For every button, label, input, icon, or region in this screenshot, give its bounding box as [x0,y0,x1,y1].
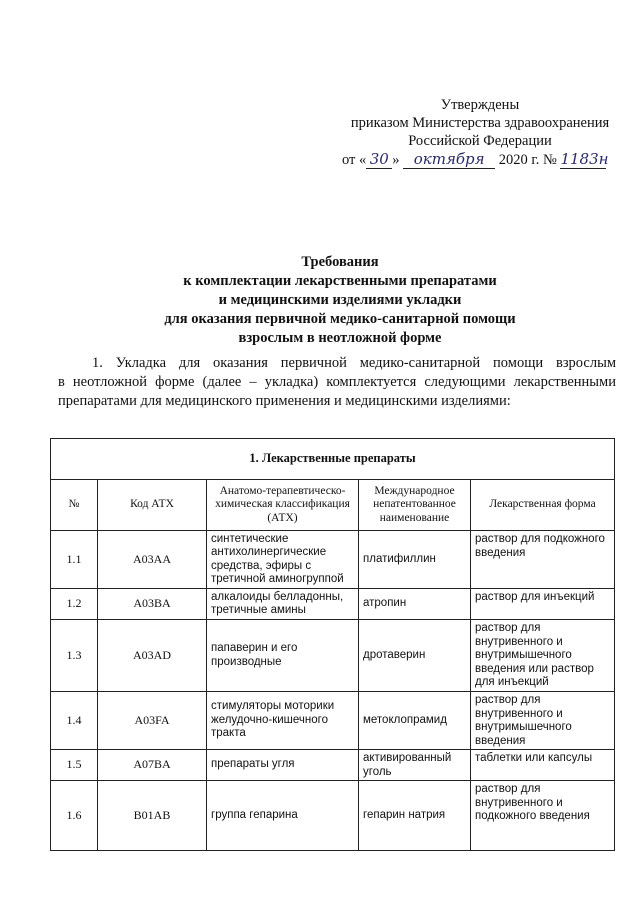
cell-inn: гепарин натрия [359,781,471,851]
cell-form: раствор для внутривенного и внутримышечного введения [471,692,615,750]
header-class: Анатомо-терапевтическо-химическая классификация (АТХ) [207,480,359,531]
approval-line-1: Утверждены [440,97,520,113]
cell-class: папаверин и его производные [207,620,359,692]
cell-inn: метоклопрамид [359,692,471,750]
title-line-1: Требования [301,254,379,270]
title-line-5: взрослым в неотложной форме [238,330,442,346]
cell-form: раствор для внутривенного и внутримышечного введения или раствор для инъекций [471,620,615,692]
cell-inn: атропин [359,589,471,620]
cell-code: B01AB [98,781,207,851]
cell-num: 1.5 [51,750,98,781]
cell-num: 1.6 [51,781,98,851]
cell-code: A07BA [98,750,207,781]
cell-form: таблетки или капсулы [471,750,615,781]
table-row [51,531,615,589]
title-line-4: для оказания первичной медико-санитарной помощи [164,311,516,327]
title-line-2: к комплектации лекарственными препаратами [183,273,497,289]
table-header-row [51,480,615,531]
year-text: 2020 г. № [498,152,557,168]
cell-code: A03AA [98,531,207,589]
cell-num: 1.2 [51,589,98,620]
paragraph-line-1: 1. Укладка для оказания первичной медико-санитарной помощи взрослым [92,355,616,371]
cell-form: раствор для подкожного введения [471,531,615,589]
handwritten-order-number: 1183н [560,150,609,168]
table-row [51,750,615,781]
cell-inn: платифиллин [359,531,471,589]
table-row [51,781,615,851]
table-section-row [51,439,615,480]
paragraph-line-2: в неотложной форме (далее – укладка) комплектуется следующими лекарственными [58,374,616,390]
intro-paragraph [58,354,616,411]
date-prefix: от « [342,152,367,168]
header-num: № [51,480,98,531]
cell-code: A03AD [98,620,207,692]
cell-num: 1.4 [51,692,98,750]
cell-class: стимуляторы моторики желудочно-кишечного тракта [207,692,359,750]
header-form: Лекарственная форма [471,480,615,531]
cell-num: 1.3 [51,620,98,692]
cell-code: A03FA [98,692,207,750]
cell-form: раствор для инъекций [471,589,615,620]
document-title [80,253,600,348]
paragraph-line-3: препаратами для медицинского применения и медицинскими изделиями: [58,393,511,409]
table-section-title: 1. Лекарственные препараты [51,439,615,480]
cell-inn: активированный уголь [359,750,471,781]
cell-form: раствор для внутривенного и подкожного введения [471,781,615,851]
header-code: Код АТХ [98,480,207,531]
table-row [51,589,615,620]
title-line-3: и медицинскими изделиями укладки [218,292,462,308]
handwritten-day: 30 [366,151,392,169]
cell-inn: дротаверин [359,620,471,692]
approval-line-2: приказом Министерства здравоохранения [350,115,610,131]
approval-line-3: Российской Федерации [408,133,552,149]
approval-date-line [330,151,630,169]
header-inn: Международное непатентованное наименование [359,480,471,531]
cell-class: препараты угля [207,750,359,781]
cell-num: 1.1 [51,531,98,589]
cell-class: группа гепарина [207,781,359,851]
cell-code: A03BA [98,589,207,620]
handwritten-month: октября [403,151,495,169]
cell-class: синтетические антихолинергические средства, эфиры с третичной аминогруппой [207,531,359,589]
table-row [51,692,615,750]
approval-block [330,96,630,169]
table-row [51,620,615,692]
date-mid: » [392,152,400,168]
drugs-table [50,438,615,851]
cell-class: алкалоиды белладонны, третичные амины [207,589,359,620]
